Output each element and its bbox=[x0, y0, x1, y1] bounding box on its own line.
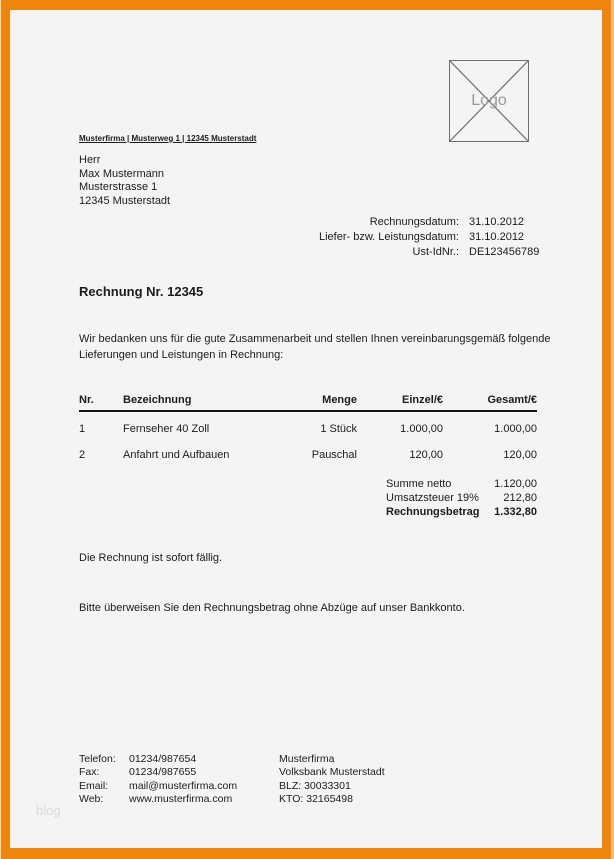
web-value: www.musterfirma.com bbox=[129, 793, 233, 806]
frame-edge-left bbox=[0, 0, 1, 859]
contact-row-fax bbox=[79, 766, 237, 779]
delivery-date-value: 31.10.2012 bbox=[469, 231, 525, 243]
delivery-date-label: Liefer- bzw. Leistungsdatum: bbox=[318, 231, 459, 243]
recipient-address-block bbox=[79, 154, 170, 208]
meta-row-invoice-date bbox=[79, 215, 537, 230]
item-description: Anfahrt und Aufbauen bbox=[123, 449, 230, 461]
table-row bbox=[79, 423, 537, 435]
email-label: Email: bbox=[79, 779, 109, 792]
footer-bank-block bbox=[279, 753, 385, 807]
meta-row-vat-id bbox=[79, 245, 540, 260]
header-menge: Menge bbox=[322, 394, 357, 406]
due-note: Die Rechnung ist sofort fällig. bbox=[79, 552, 223, 564]
grand-total-value: 1.332,80 bbox=[494, 506, 537, 519]
email-value: mail@musterfirma.com bbox=[129, 779, 238, 792]
items-table bbox=[79, 394, 537, 461]
item-total: 120,00 bbox=[503, 449, 537, 461]
net-sum-label: Summe netto bbox=[386, 478, 452, 490]
invoice-title: Rechnung Nr. 12345 bbox=[79, 284, 204, 299]
payment-note: Bitte überweisen Sie den Rechnungsbetrag ohne Abzüge auf unser Bankkonto. bbox=[79, 602, 465, 614]
bank-kto: KTO: 32165498 bbox=[279, 793, 353, 806]
invoice-date-value: 31.10.2012 bbox=[469, 216, 525, 228]
logo-label: Logo bbox=[471, 92, 507, 109]
recipient-city: 12345 Musterstadt bbox=[79, 194, 171, 207]
invoice-paper bbox=[10, 10, 602, 848]
item-nr: 2 bbox=[79, 449, 86, 461]
vat-label: Umsatzsteuer 19% bbox=[386, 492, 479, 505]
meta-row-delivery-date bbox=[79, 230, 537, 245]
item-total: 1.000,00 bbox=[494, 423, 537, 435]
footer-contact-block bbox=[79, 753, 237, 807]
table-row bbox=[79, 449, 537, 461]
item-quantity: 1 Stück bbox=[320, 423, 357, 435]
recipient-name: Max Mustermann bbox=[79, 167, 164, 180]
total-row-vat bbox=[386, 491, 537, 505]
invoice-meta-block bbox=[79, 215, 540, 260]
item-nr: 1 bbox=[79, 423, 86, 435]
bank-blz: BLZ: 30033301 bbox=[279, 779, 351, 792]
net-sum-value: 1.120,00 bbox=[494, 478, 537, 490]
web-label: Web: bbox=[79, 793, 104, 806]
contact-row-web bbox=[79, 793, 237, 806]
item-quantity: Pauschal bbox=[311, 449, 357, 461]
total-row-net bbox=[386, 477, 537, 491]
header-einzel: Einzel/€ bbox=[402, 394, 443, 406]
recipient-salutation: Herr bbox=[79, 154, 101, 166]
header-gesamt: Gesamt/€ bbox=[487, 394, 537, 406]
fax-label: Fax: bbox=[79, 766, 100, 779]
vat-value: 212,80 bbox=[503, 492, 537, 505]
total-row-grand bbox=[386, 505, 537, 519]
items-table-header bbox=[79, 394, 537, 412]
item-unit-price: 120,00 bbox=[409, 449, 443, 461]
bank-name: Volksbank Musterstadt bbox=[279, 766, 385, 779]
logo-placeholder bbox=[449, 60, 529, 142]
company-name: Musterfirma bbox=[279, 753, 335, 765]
intro-paragraph bbox=[79, 332, 550, 363]
invoice-date-label: Rechnungsdatum: bbox=[369, 216, 459, 228]
totals-block bbox=[386, 477, 537, 520]
header-nr: Nr. bbox=[79, 394, 94, 406]
recipient-street: Musterstrasse 1 bbox=[79, 181, 158, 193]
header-bezeichnung: Bezeichnung bbox=[123, 394, 192, 406]
grand-total-label: Rechnungsbetrag bbox=[386, 506, 480, 519]
fax-value: 01234/987655 bbox=[129, 766, 197, 779]
vat-id-label: Ust-IdNr.: bbox=[412, 246, 459, 258]
item-description: Fernseher 40 Zoll bbox=[123, 423, 210, 435]
vat-id-value: DE123456789 bbox=[469, 246, 540, 258]
phone-label: Telefon: bbox=[79, 753, 116, 765]
sender-return-address: Musterfirma | Musterweg 1 | 12345 Musterstadt bbox=[79, 134, 257, 143]
contact-row-phone bbox=[79, 753, 237, 766]
intro-line-2: Lieferungen und Leistungen in Rechnung: bbox=[79, 348, 284, 361]
watermark: blog bbox=[36, 803, 61, 818]
intro-line-1: Wir bedanken uns für die gute Zusammenarbeit und stellen Ihnen vereinbarungsgemäß folgende bbox=[79, 333, 551, 345]
phone-value: 01234/987654 bbox=[129, 753, 197, 765]
contact-row-email bbox=[79, 780, 237, 793]
item-unit-price: 1.000,00 bbox=[400, 423, 443, 435]
